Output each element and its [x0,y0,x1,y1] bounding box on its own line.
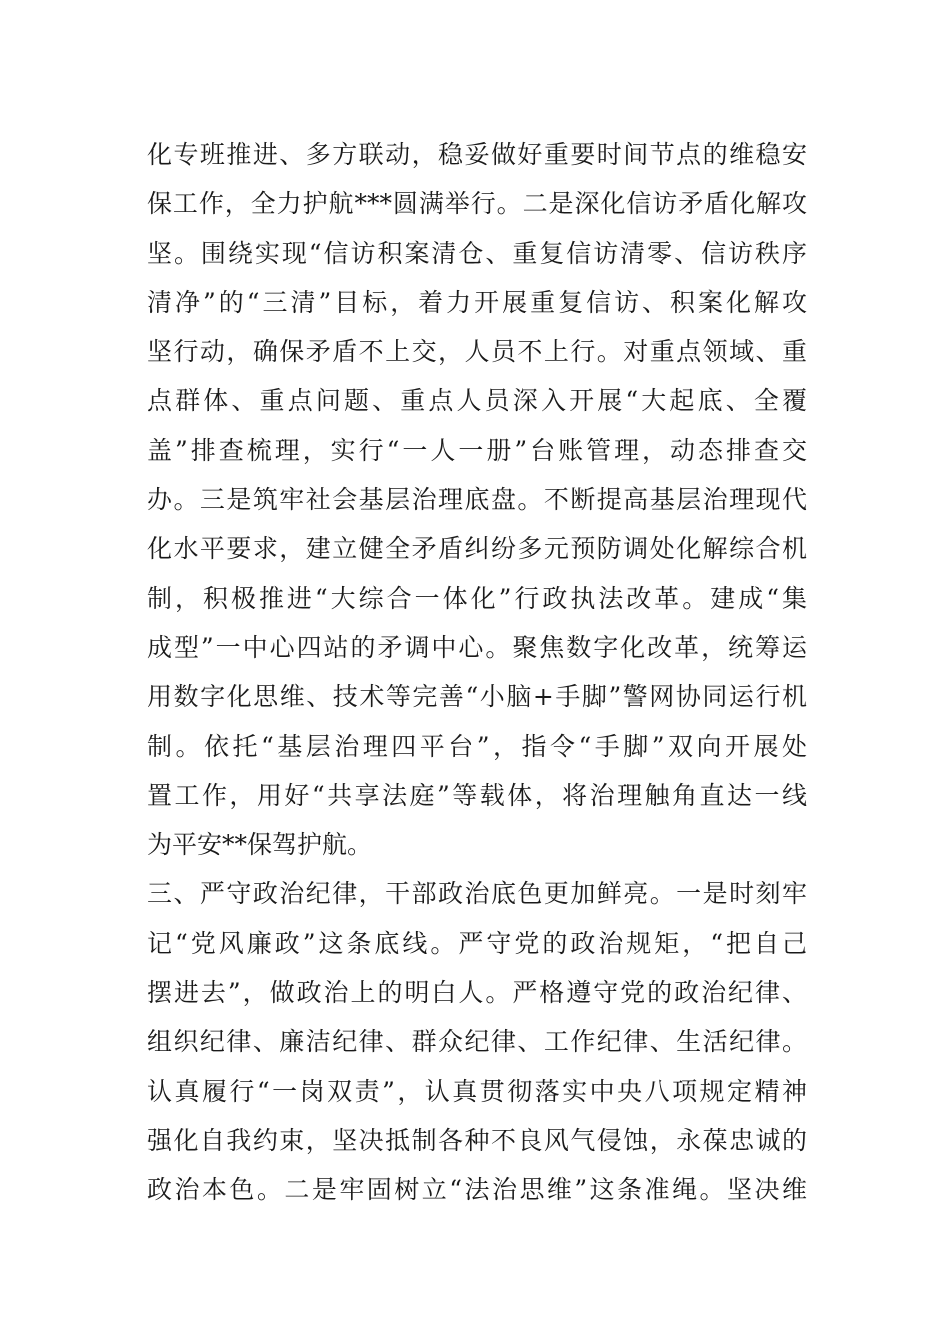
text-line: 用数字化思维、技术等完善“小脑+手脚”警网协同运行机 [147,682,807,712]
text-line: 为平安**保驾护航。 [147,830,373,860]
text-line: 置工作，用好“共享法庭”等载体，将治理触角直达一线 [147,780,807,810]
text-line: 坚。围绕实现“信访积案清仓、重复信访清零、信访秩序 [147,238,807,268]
text-line: 记“党风廉政”这条底线。严守党的政治规矩，“把自己 [147,928,807,958]
text-line: 化水平要求，建立健全矛盾纠纷多元预防调处化解综合机 [147,534,807,564]
text-line: 坚行动，确保矛盾不上交，人员不上行。对重点领域、重 [147,337,807,367]
section-heading-line: 三、严守政治纪律，干部政治底色更加鲜亮。一是时刻牢 [147,879,807,909]
text-line: 化专班推进、多方联动，稳妥做好重要时间节点的维稳安 [147,140,807,169]
text-line: 政治本色。二是牢固树立“法治思维”这条准绳。坚决维 [147,1175,807,1205]
text-line: 制。依托“基层治理四平台”，指令“手脚”双向开展处 [147,731,807,761]
text-line: 组织纪律、廉洁纪律、群众纪律、工作纪律、生活纪律。 [147,1027,807,1057]
text-line: 点群体、重点问题、重点人员深入开展“大起底、全覆 [147,386,807,416]
text-line: 制，积极推进“大综合一体化”行政执法改革。建成“集 [147,583,807,613]
text-line: 认真履行“一岗双责”，认真贯彻落实中央八项规定精神 [147,1076,807,1106]
text-line: 清净”的“三清”目标，着力开展重复信访、积案化解攻 [147,287,807,317]
body-text [147,130,807,1215]
text-line: 强化自我约束，坚决抵制各种不良风气侵蚀，永葆忠诚的 [147,1125,807,1155]
text-line: 盖”排查梳理，实行“一人一册”台账管理，动态排查交 [147,435,807,465]
text-line: 成型”一中心四站的矛调中心。聚焦数字化改革，统筹运 [147,632,807,662]
text-line: 保工作，全力护航***圆满举行。二是深化信访矛盾化解攻 [147,189,807,219]
text-line: 摆进去”，做政治上的明白人。严格遵守党的政治纪律、 [147,978,807,1008]
text-line: 办。三是筑牢社会基层治理底盘。不断提高基层治理现代 [147,485,807,515]
